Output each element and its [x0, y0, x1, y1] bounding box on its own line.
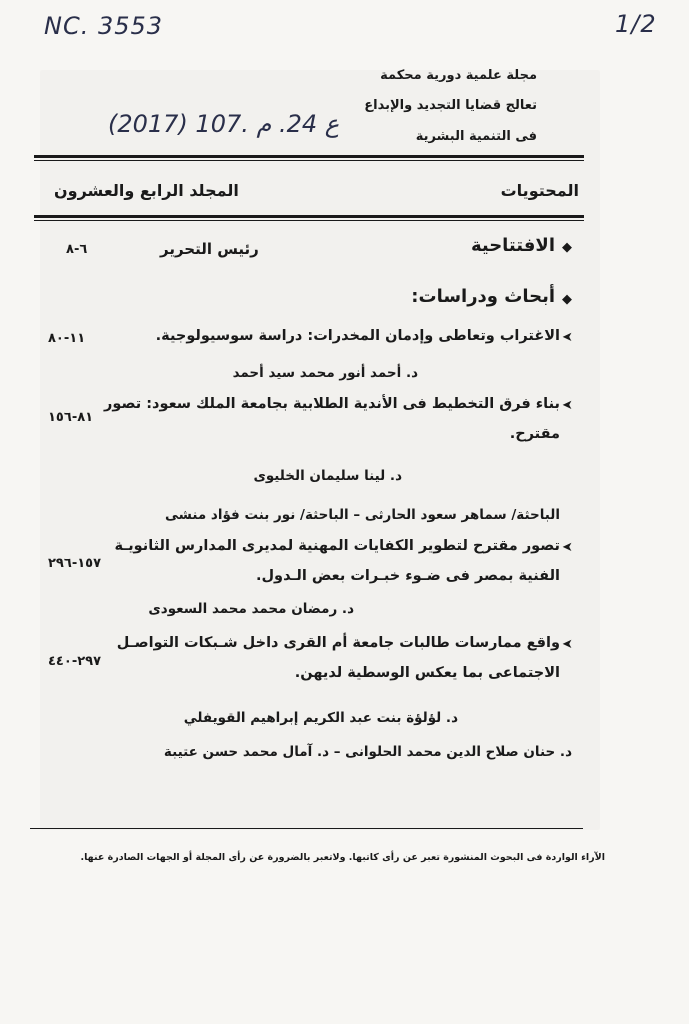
article-4-title-line1: واقع ممارسات طالبات جامعة أم القرى داخل شـبكات التواصـل: [116, 635, 560, 651]
header-rule-thick: [34, 215, 584, 218]
arrow-icon: ➤: [562, 398, 573, 413]
article-3-title-line2: الفنية بمصر فى ضـوء خبـرات بعض الـدول.: [255, 568, 560, 584]
article-2-author-2: الباحثة/ سماهر سعود الحارثى – الباحثة/ نور بنت فؤاد منشى: [164, 507, 560, 523]
contents-label: المحتويات: [500, 181, 579, 200]
diamond-icon: ◆: [562, 292, 572, 307]
footnote-rule: [30, 828, 583, 829]
article-4-title-line2: الاجتماعى بما يعكس الوسطية لديهن.: [294, 665, 560, 681]
article-2-author-1: د. لينا سليمان الخليوى: [253, 468, 402, 484]
article-2-title-line2: مقترح.: [509, 426, 560, 442]
journal-subtitle-line3: فى التنمية البشرية: [415, 129, 537, 144]
top-rule-thin: [34, 160, 584, 161]
article-2-pages: ٨١-١٥٦: [48, 410, 94, 425]
editorial-editor: رئيس التحرير: [160, 240, 259, 258]
arrow-icon: ➤: [562, 540, 573, 555]
journal-subtitle-line1: مجلة علمية دورية محكمة: [380, 68, 537, 83]
volume-label: المجلد الرابع والعشرون: [54, 181, 239, 200]
article-3-title-line1: تصور مقترح لتطوير الكفايات المهنية لمديرى المدارس الثانويـة: [114, 538, 560, 554]
article-1-title-line1: الاغتراب وتعاطى وإدمان المخدرات: دراسة سوسيولوجية.: [155, 328, 560, 344]
handwritten-ref-code: NC. 3553: [44, 12, 164, 40]
article-3-author-1: د. رمضان محمد محمد السعودى: [148, 601, 354, 617]
article-3-pages: ١٥٧-٢٩٦: [48, 556, 102, 571]
arrow-icon: ➤: [562, 637, 573, 652]
article-4-author-2: د. حنان صلاح الدين محمد الحلوانى – د. آمال محمد حسن عتيبة: [163, 744, 572, 760]
footnote-text: الآراء الواردة فى البحوث المنشورة تعبر عن رأى كاتبها. ولاتعبر بالضرورة عن رأى المجلة أو الجهات الصادرة عنها.: [80, 852, 605, 863]
article-2-title-line1: بناء فرق التخطيط فى الأندية الطلابية بجامعة الملك سعود: تصور: [104, 396, 560, 412]
journal-subtitle-line2: تعالج قضايا التجديد والإبداع: [364, 98, 537, 113]
editorial-title: الافتتاحية: [470, 235, 555, 256]
top-rule-thick: [34, 155, 584, 158]
diamond-icon: ◆: [562, 240, 572, 255]
article-4-author-1: د. لؤلؤة بنت عبد الكريم إبراهيم القويفلي: [183, 710, 458, 726]
research-title: أبحاث ودراسات:: [411, 286, 555, 307]
article-1-author-1: د. أحمد أنور محمد سيد أحمد: [232, 365, 418, 381]
handwritten-issue-note: (2017) 107. ع 24. م: [108, 110, 340, 138]
article-4-pages: ٢٩٧-٤٤٠: [48, 654, 102, 669]
handwritten-page-fraction: 1/2: [615, 10, 657, 38]
header-rule-thin: [34, 220, 584, 221]
article-1-pages: ١١-٨٠: [48, 331, 86, 346]
arrow-icon: ➤: [562, 330, 573, 345]
editorial-pages: ٦-٨: [66, 242, 88, 257]
